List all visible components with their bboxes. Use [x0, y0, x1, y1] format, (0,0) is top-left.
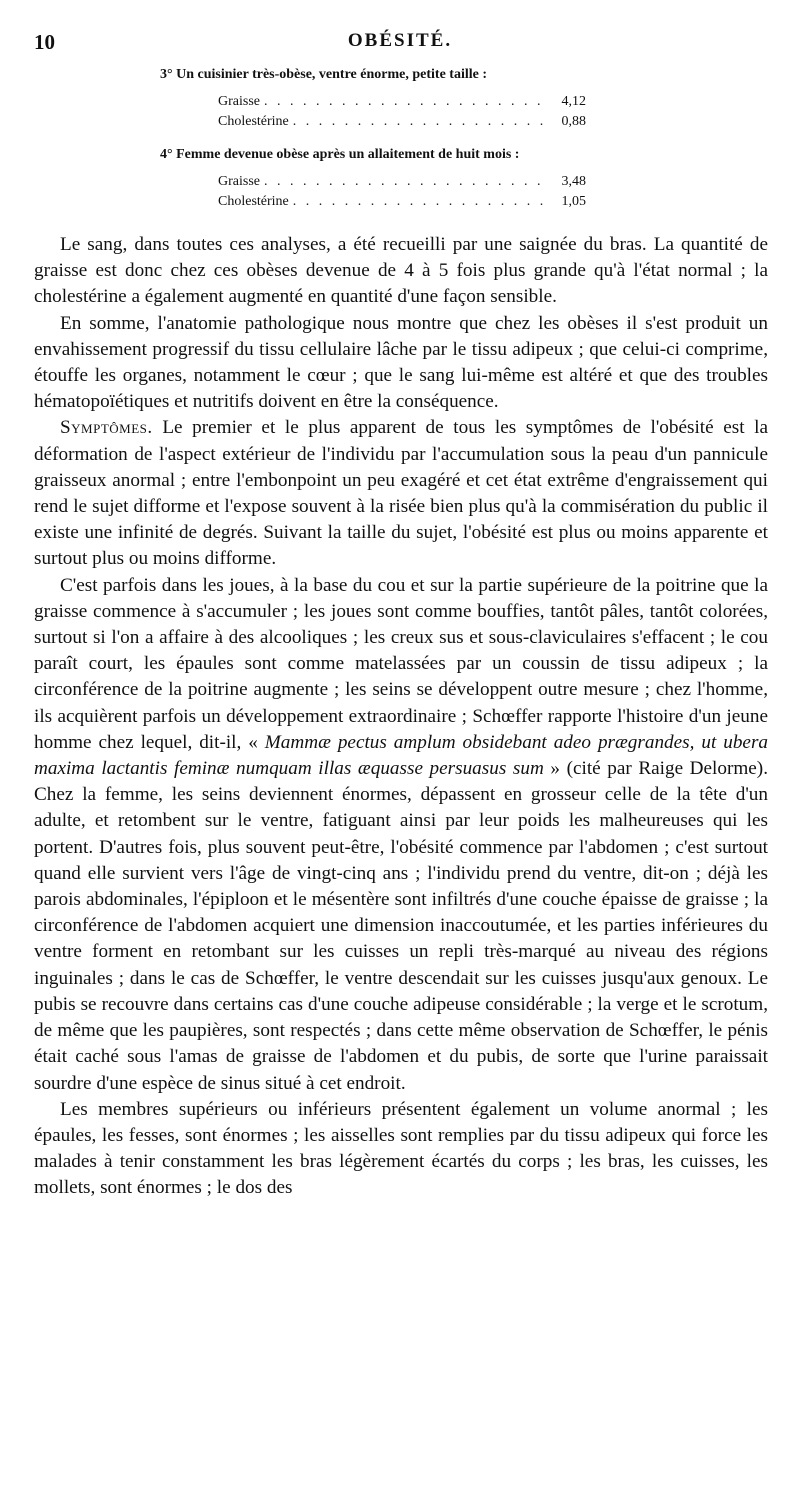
analysis-title: 3° Un cuisinier très-obèse, ventre énorme, petite taille : [160, 67, 487, 82]
paragraph-text: C'est parfois dans les joues, à la base du cou et sur la partie supérieure de la poitrine que la graisse commence à s'accumuler ; les joues sont comme bouffies, tantôt pâles, tantôt colorées, surtout si l'on a affaire à des alcooliques ; les creux sus et sous-claviculaires s'effacent ; le cou paraît court, les épaules sont comme matelassées par un coussin de tissu adipeux ; la circonférence de la poitrine augmente ; les seins se développent outre mesure ; chez l'homme, ils acquièrent parfois un développement extraordinaire ; Schœffer rapporte l'histoire d'un jeune homme chez lequel, dit-il, « [34, 574, 768, 753]
analysis-label: Graisse [218, 174, 260, 189]
paragraph-text: Le premier et le plus apparent de tous les symptômes de l'obésité est la déformation de l'aspect extérieur de l'individu par l'accumulation sous la peau d'un pannicule graisseux anormal ; entre l'embonpoint un peu exagéré et cet état extrême d'engraissement qui rend le sujet difforme et l'expose souvent à la risée bien plus qu'à la commisération du public il existe une infinité de degrés. Suivant la taille du sujet, l'obésité est plus ou moins apparente et surtout plus ou moins difforme. [34, 417, 768, 570]
analysis-row [218, 114, 586, 130]
leader-dots [293, 114, 546, 130]
analysis-value: 0,88 [561, 114, 586, 129]
paragraph [34, 415, 768, 572]
analysis-title: 4° Femme devenue obèse après un allaitement de huit mois : [160, 147, 520, 162]
analysis-row [218, 174, 586, 190]
analysis-value: 1,05 [561, 194, 586, 209]
analysis-row [218, 194, 586, 210]
paragraph-text: » (cité par Raige Delorme). Chez la femme, les seins deviennent énormes, dépassent en grosseur celle de la tête d'un adulte, et retombent sur le ventre, fatiguant ainsi par leur poids les malheureuses qui les portent. D'autres fois, plus souvent peut-être, l'obésité commence par l'abdomen ; c'est surtout quand elle survient vers l'âge de vingt-cinq ans ; l'individu prend du ventre, dit-on ; déjà les parois abdominales, l'épiploon et le mésentère sont infiltrés d'une couche épaisse de graisse ; la circonférence de l'abdomen acquiert une dimension inaccoutumée, et les parties inférieures du ventre forment en retombant sur les cuisses un repli très-marqué au niveau des régions inguinales ; dans le cas de Schœffer, le ventre descendait sur les cuisses jusqu'aux genoux. Le pubis se recouvre dans certains cas d'une couche adipeuse considérable ; la verge et le scrotum, de même que les paupières, sont respectés ; dans cette même observation de Schœffer, le pénis était caché sous l'amas de graisse de l'abdomen et du pubis, de sorte que l'urine paraissait sourdre d'une espèce de sinus situé à cet endroit. [34, 758, 768, 1094]
running-head: OBÉSITÉ. [347, 30, 453, 51]
analysis-label: Graisse [218, 94, 260, 109]
paragraph: Le sang, dans toutes ces analyses, a été recueilli par une saignée du bras. La quantité de graisse est donc chez ces obèses devenue de 4 à 5 fois plus grande qu'à l'état normal ; la cholestérine a également augmenté en quantité d'une façon sensible. [34, 234, 768, 308]
analysis-list [0, 67, 800, 227]
analysis-value: 3,48 [561, 174, 586, 189]
paragraph: En somme, l'anatomie pathologique nous montre que chez les obèses il s'est produit un envahissement progressif du tissu cellulaire lâche par le tissu adipeux ; que celui-ci comprime, étouffe les organes, notamment le cœur ; que le sang lui-même est altéré et que des troubles hématopoïétiques et nutritifs doivent en être la conséquence. [34, 312, 768, 413]
analysis-case [0, 147, 800, 227]
latin-quote: Mammæ pectus amplum obsidebant adeo prægrandes, ut ubera maxima lactantis feminæ numquam illas æquasse persuasus sum [34, 731, 769, 780]
page-number: 10 [34, 30, 55, 54]
page-header [34, 30, 766, 60]
analysis-row [218, 94, 586, 110]
analysis-value: 4,12 [561, 94, 586, 109]
section-heading: Symptômes. [60, 417, 153, 439]
body-text [34, 232, 768, 1202]
paragraph: Les membres supérieurs ou inférieurs présentent également un volume anormal ; les épaules, les fesses, sont énormes ; les aisselles sont remplies par du tissu adipeux qui force les malades à tenir constamment les bras légèrement écartés du corps ; les bras, les cuisses, les mollets, sont énormes ; le dos des [34, 1098, 768, 1199]
leader-dots [264, 94, 546, 110]
analysis-case [0, 67, 800, 147]
leader-dots [293, 194, 546, 210]
analysis-label: Cholestérine [218, 114, 289, 129]
analysis-label: Cholestérine [218, 194, 289, 209]
leader-dots [264, 174, 546, 190]
paragraph [34, 573, 768, 1097]
